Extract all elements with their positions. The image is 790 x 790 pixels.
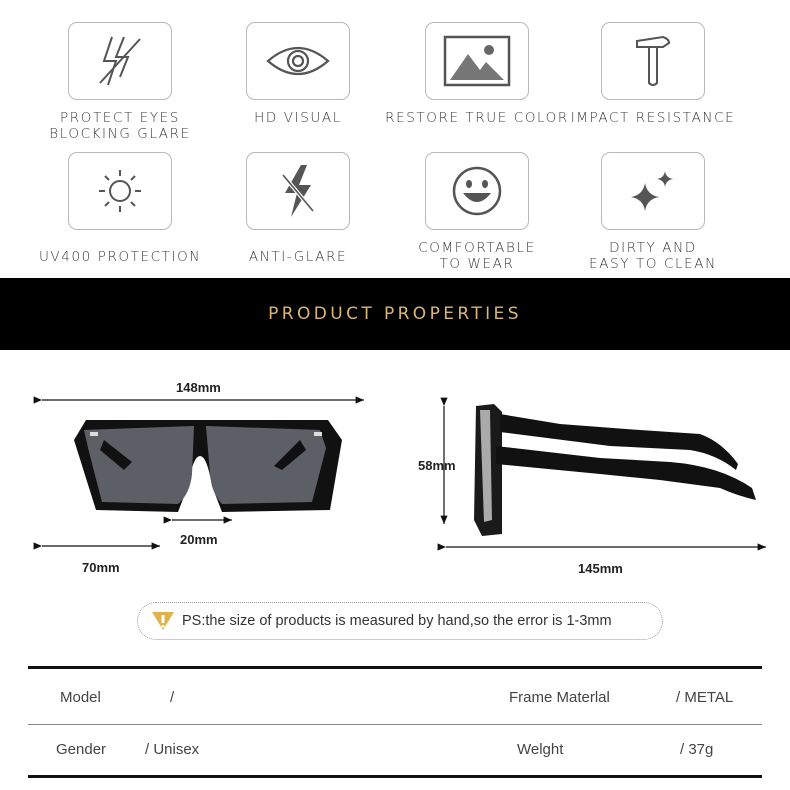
feature-impact-resistance: [553, 22, 753, 126]
lightning-slash-icon: [68, 22, 172, 100]
landscape-image-icon: [425, 22, 529, 100]
feature-easy-clean: [553, 152, 753, 272]
feature-label: COMFORTABLE TO WEAR: [418, 240, 536, 272]
product-properties-banner: [0, 278, 790, 350]
feature-uv400: [20, 152, 220, 265]
side-view-glasses: [474, 404, 756, 536]
spec-label-frame-material: Frame Materlal: [509, 689, 610, 706]
bridge-label: 20mm: [180, 532, 218, 547]
temple-length-label: 145mm: [578, 561, 623, 576]
spec-value-weight: / 37g: [680, 741, 714, 758]
feature-restore-true-color: [377, 22, 577, 126]
height-label: 58mm: [418, 458, 456, 473]
smiley-face-icon: [425, 152, 529, 230]
sparkle-icon: [601, 152, 705, 230]
hammer-icon: [601, 22, 705, 100]
spec-label-gender: Gender: [56, 741, 107, 758]
feature-label: RESTORE TRUE COLOR: [385, 110, 569, 126]
spec-value-model: /: [170, 689, 175, 706]
spec-value-gender: / Unisex: [145, 741, 200, 758]
feature-label: ANTI-GLARE: [248, 249, 348, 265]
feature-label: PROTECT EYES BLOCKING GLARE: [49, 110, 191, 142]
table-bottom-rule: [28, 775, 762, 778]
feature-hd-visual: [198, 22, 398, 126]
feature-anti-glare: [198, 152, 398, 265]
feature-label: IMPACT RESISTANCE: [570, 110, 736, 126]
lightning-crossed-icon: [246, 152, 350, 230]
spec-label-weight: Welght: [517, 741, 564, 758]
front-view-glasses: [74, 420, 342, 512]
sun-icon: [68, 152, 172, 230]
feature-comfortable: [377, 152, 577, 272]
eye-icon: [246, 22, 350, 100]
note-text: PS:the size of products is measured by hand,so the error is 1-3mm: [182, 613, 612, 629]
spec-label-model: Model: [60, 689, 101, 706]
table-top-rule: [28, 666, 762, 669]
front-width-label: 148mm: [176, 380, 221, 395]
dimension-diagram: [0, 370, 790, 580]
banner-title: PRODUCT PROPERTIES: [268, 304, 522, 324]
table-row-divider: [28, 724, 762, 725]
spec-value-frame-material: / METAL: [676, 689, 734, 706]
feature-label: DIRTY AND EASY TO CLEAN: [589, 240, 717, 272]
warning-icon: [150, 610, 176, 632]
feature-label: UV400 PROTECTION: [38, 249, 202, 265]
measurement-note: [137, 602, 663, 640]
feature-protect-eyes: [20, 22, 220, 142]
feature-label: HD VISUAL: [254, 110, 342, 126]
lens-width-label: 70mm: [82, 560, 120, 575]
